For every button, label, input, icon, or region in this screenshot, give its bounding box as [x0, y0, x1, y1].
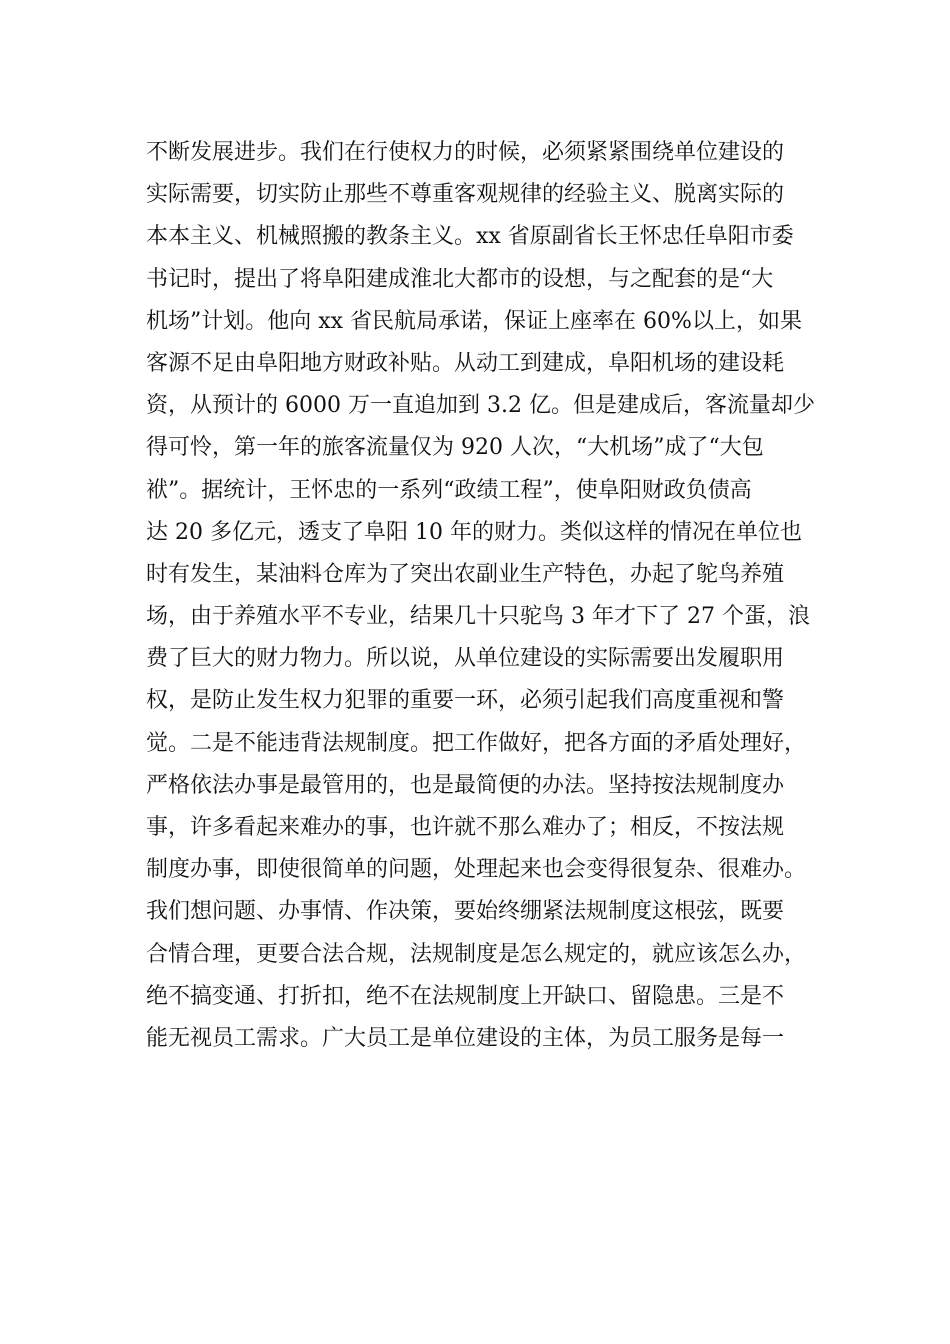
text-line: 客源不足由阜阳地方财政补贴。从动工到建成，阜阳机场的建设耗 — [146, 350, 785, 376]
text-line: 场，由于养殖水平不专业，结果几十只驼鸟 3 年才下了 27 个蛋，浪 — [146, 604, 810, 630]
text-line: 费了巨大的财力物力。所以说，从单位建设的实际需要出发履职用 — [146, 646, 785, 672]
text-line: 绝不搞变通、打折扣，绝不在法规制度上开缺口、留隐患。三是不 — [146, 983, 785, 1009]
text-line: 觉。二是不能违背法规制度。把工作做好，把各方面的矛盾处理好， — [146, 730, 807, 756]
text-line: 机场”计划。他向 xx 省民航局承诺，保证上座率在 60%以上，如果 — [146, 308, 802, 334]
text-line: 不断发展进步。我们在行使权力的时候，必须紧紧围绕单位建设的 — [146, 140, 785, 165]
text-line: 时有发生，某油料仓库为了突出农副业生产特色，办起了鸵鸟养殖 — [146, 561, 785, 587]
body-text — [146, 132, 815, 1060]
text-line: 书记时，提出了将阜阳建成淮北大都市的设想，与之配套的是“大 — [146, 266, 774, 292]
text-line: 资，从预计的 6000 万一直追加到 3.2 亿。但是建成后，客流量却少 — [146, 393, 815, 419]
text-line: 达 20 多亿元，透支了阜阳 10 年的财力。类似这样的情况在单位也 — [146, 519, 802, 545]
text-line: 权，是防止发生权力犯罪的重要一环，必须引起我们高度重视和警 — [146, 688, 785, 714]
text-line: 事，许多看起来难办的事，也许就不那么难办了；相反，不按法规 — [146, 815, 785, 840]
text-line: 制度办事，即使很简单的问题，处理起来也会变得很复杂、很难办。 — [146, 857, 807, 883]
text-line: 严格依法办事是最管用的，也是最简便的办法。坚持按法规制度办 — [146, 772, 785, 798]
text-line: 我们想问题、办事情、作决策，要始终绷紧法规制度这根弦，既要 — [146, 899, 785, 925]
text-line: 实际需要，切实防止那些不尊重客观规律的经验主义、脱离实际的 — [146, 182, 785, 208]
text-line: 得可怜，第一年的旅客流量仅为 920 人次，“大机场”成了“大包 — [146, 435, 764, 461]
text-line: 本本主义、机械照搬的教条主义。xx 省原副省长王怀忠任阜阳市委 — [146, 224, 794, 250]
text-line: 合情合理，更要合法合规，法规制度是怎么规定的，就应该怎么办， — [146, 941, 807, 967]
text-line: 袱”。据统计，王怀忠的一系列“政绩工程”，使阜阳财政负债高 — [146, 477, 752, 503]
text-line: 能无视员工需求。广大员工是单位建设的主体，为员工服务是每一 — [146, 1025, 785, 1051]
